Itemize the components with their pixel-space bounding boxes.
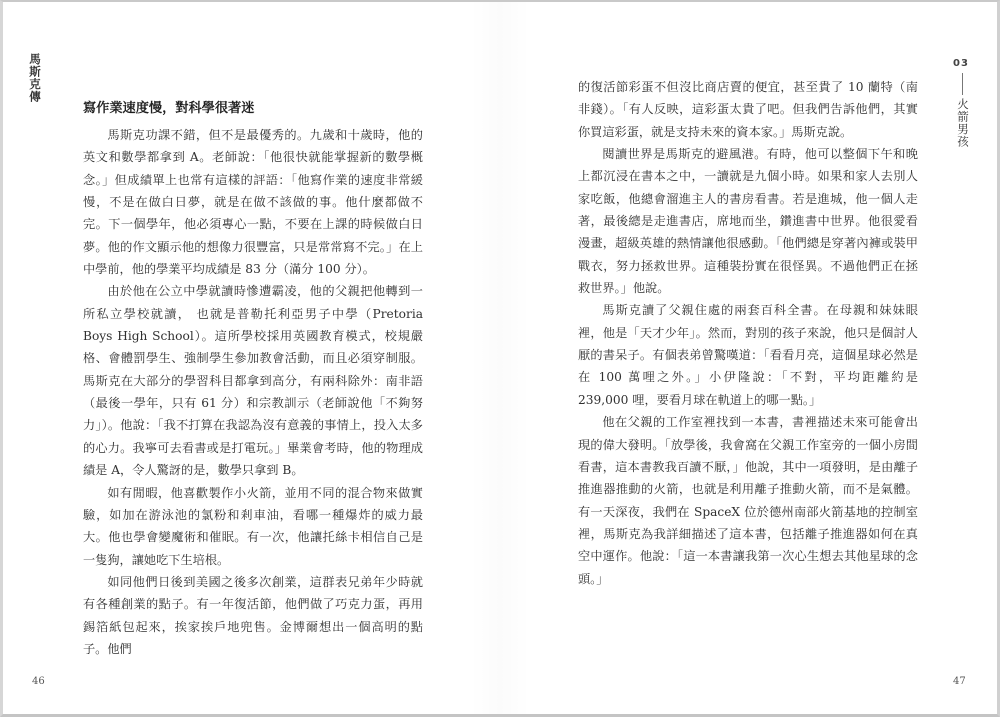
paragraph: 馬斯克讀了父親住處的兩套百科全書。在母親和妹妹眼裡，他是「天才少年」。然而，對別的孩子來說，他只是個討人厭的書呆子。有個表弟曾驚嘆道：「看看月亮，這個星球必然是在 100 萬哩之外。」小伊隆說：「不對，平均距離約是 239,000 哩，要看月球在軌道上的哪一點。」 [578,303,918,407]
paragraph: 由於他在公立中學就讀時慘遭霸凌，他的父親把他轉到一所私立學校就讀， 也就是普勒托利亞男子中學（Pretoria Boys High School）。這所學校採用英國教育模式，校規嚴格、會體罰學生、強制學生參加教會活動，而且必須穿制服。馬斯克在大部分的學習科目都拿到高分，有兩科除外：南非語（最後一學年，只有 61 分）和宗教訓示（老師說他「不夠努力」）。他說：「我不打算在我認為沒有意義的事情上，投入太多的心力。我寧可去看書或是打電玩。」畢業會考時，他的物理成績是 A，令人驚訝的是，數學只拿到 B。 [83,284,423,478]
continued-paragraph: 的復活節彩蛋不但沒比商店賣的便宜，甚至貴了 10 蘭特（南非錢）。「有人反映，這彩蛋太貴了吧。但我們告訴他們，其實你買這彩蛋，就是支持未來的資本家。」馬斯克說。 [578,80,918,139]
paragraph: 他在父親的工作室裡找到一本書，書裡描述未來可能會出現的偉大發明。「放學後，我會窩在父親工作室旁的一個小房間看書，這本書教我百讀不厭，」他說，其中一項發明，是由離子推進器推動的火箭，也就是利用離子推動火箭，而不是氣體。有一天深夜，我們在 SpaceX 位於德州南部火箭基地的控制室裡，馬斯克為我詳細描述了這本書，包括離子推進器如何在真空中運作。他說：「這一本書讓我第一次心生想去其他星球的念頭。」 [578,415,918,586]
paragraph: 如同他們日後到美國之後多次創業，這群表兄弟年少時就有各種創業的點子。有一年復活節，他們做了巧克力蛋，再用錫箔紙包起來，挨家挨戶地兜售。金博爾想出一個高明的點子。他們 [83,574,423,656]
page-number-right: 47 [953,676,966,687]
section-heading: 寫作業速度慢，對科學很著迷 [83,101,255,116]
chapter-number: 03 [953,58,969,69]
book-title-running-head: 馬斯克傳 [28,53,42,103]
paragraph: 閱讀世界是馬斯克的避風港。有時，他可以整個下午和晚上都沉浸在書本之中，一讀就是九個小時。如果和家人去別人家吃飯，他總會溜進主人的書房看書。若是進城，他一個人走著，最後總是走進書店，席地而坐，鑽進書中世界。他很愛看漫畫，超級英雄的熱情讓他很感動。「他們總是穿著內褲或裝甲戰衣，努力拯救世界。這種裝扮實在很怪異。不過他們正在拯救世界。」他說。 [578,147,918,296]
paragraph: 如有閒暇，他喜歡製作小火箭，並用不同的混合物來做實驗，如加在游泳池的氯粉和剎車油，看哪一種爆炸的威力最大。他也學會變魔術和催眠。有一次，他讓托絲卡相信自己是一隻狗，讓她吃下生培根。 [83,485,423,567]
chapter-title-running-head: 火箭男孩 [956,98,970,148]
paragraph: 馬斯克功課不錯，但不是最優秀的。九歲和十歲時，他的英文和數學都拿到 A。老師說：「他很快就能掌握新的數學概念。」但成績單上也常有這樣的評語：「他寫作業的速度非常緩慢，不是在做白日夢，就是在做不該做的事。他什麼都做不完。下一個學年，他必須專心一點，不要在上課的時候做白日夢。他的作文顯示他的想像力很豐富，只是常常寫不完。」在上中學前，他的學業平均成績是 83 分（滿分 100 分）。 [83,128,423,277]
right-page [500,0,1000,717]
right-text-column [578,76,918,590]
chapter-divider-line [962,73,963,95]
page-number-left: 46 [32,676,45,687]
left-text-column [83,97,423,660]
